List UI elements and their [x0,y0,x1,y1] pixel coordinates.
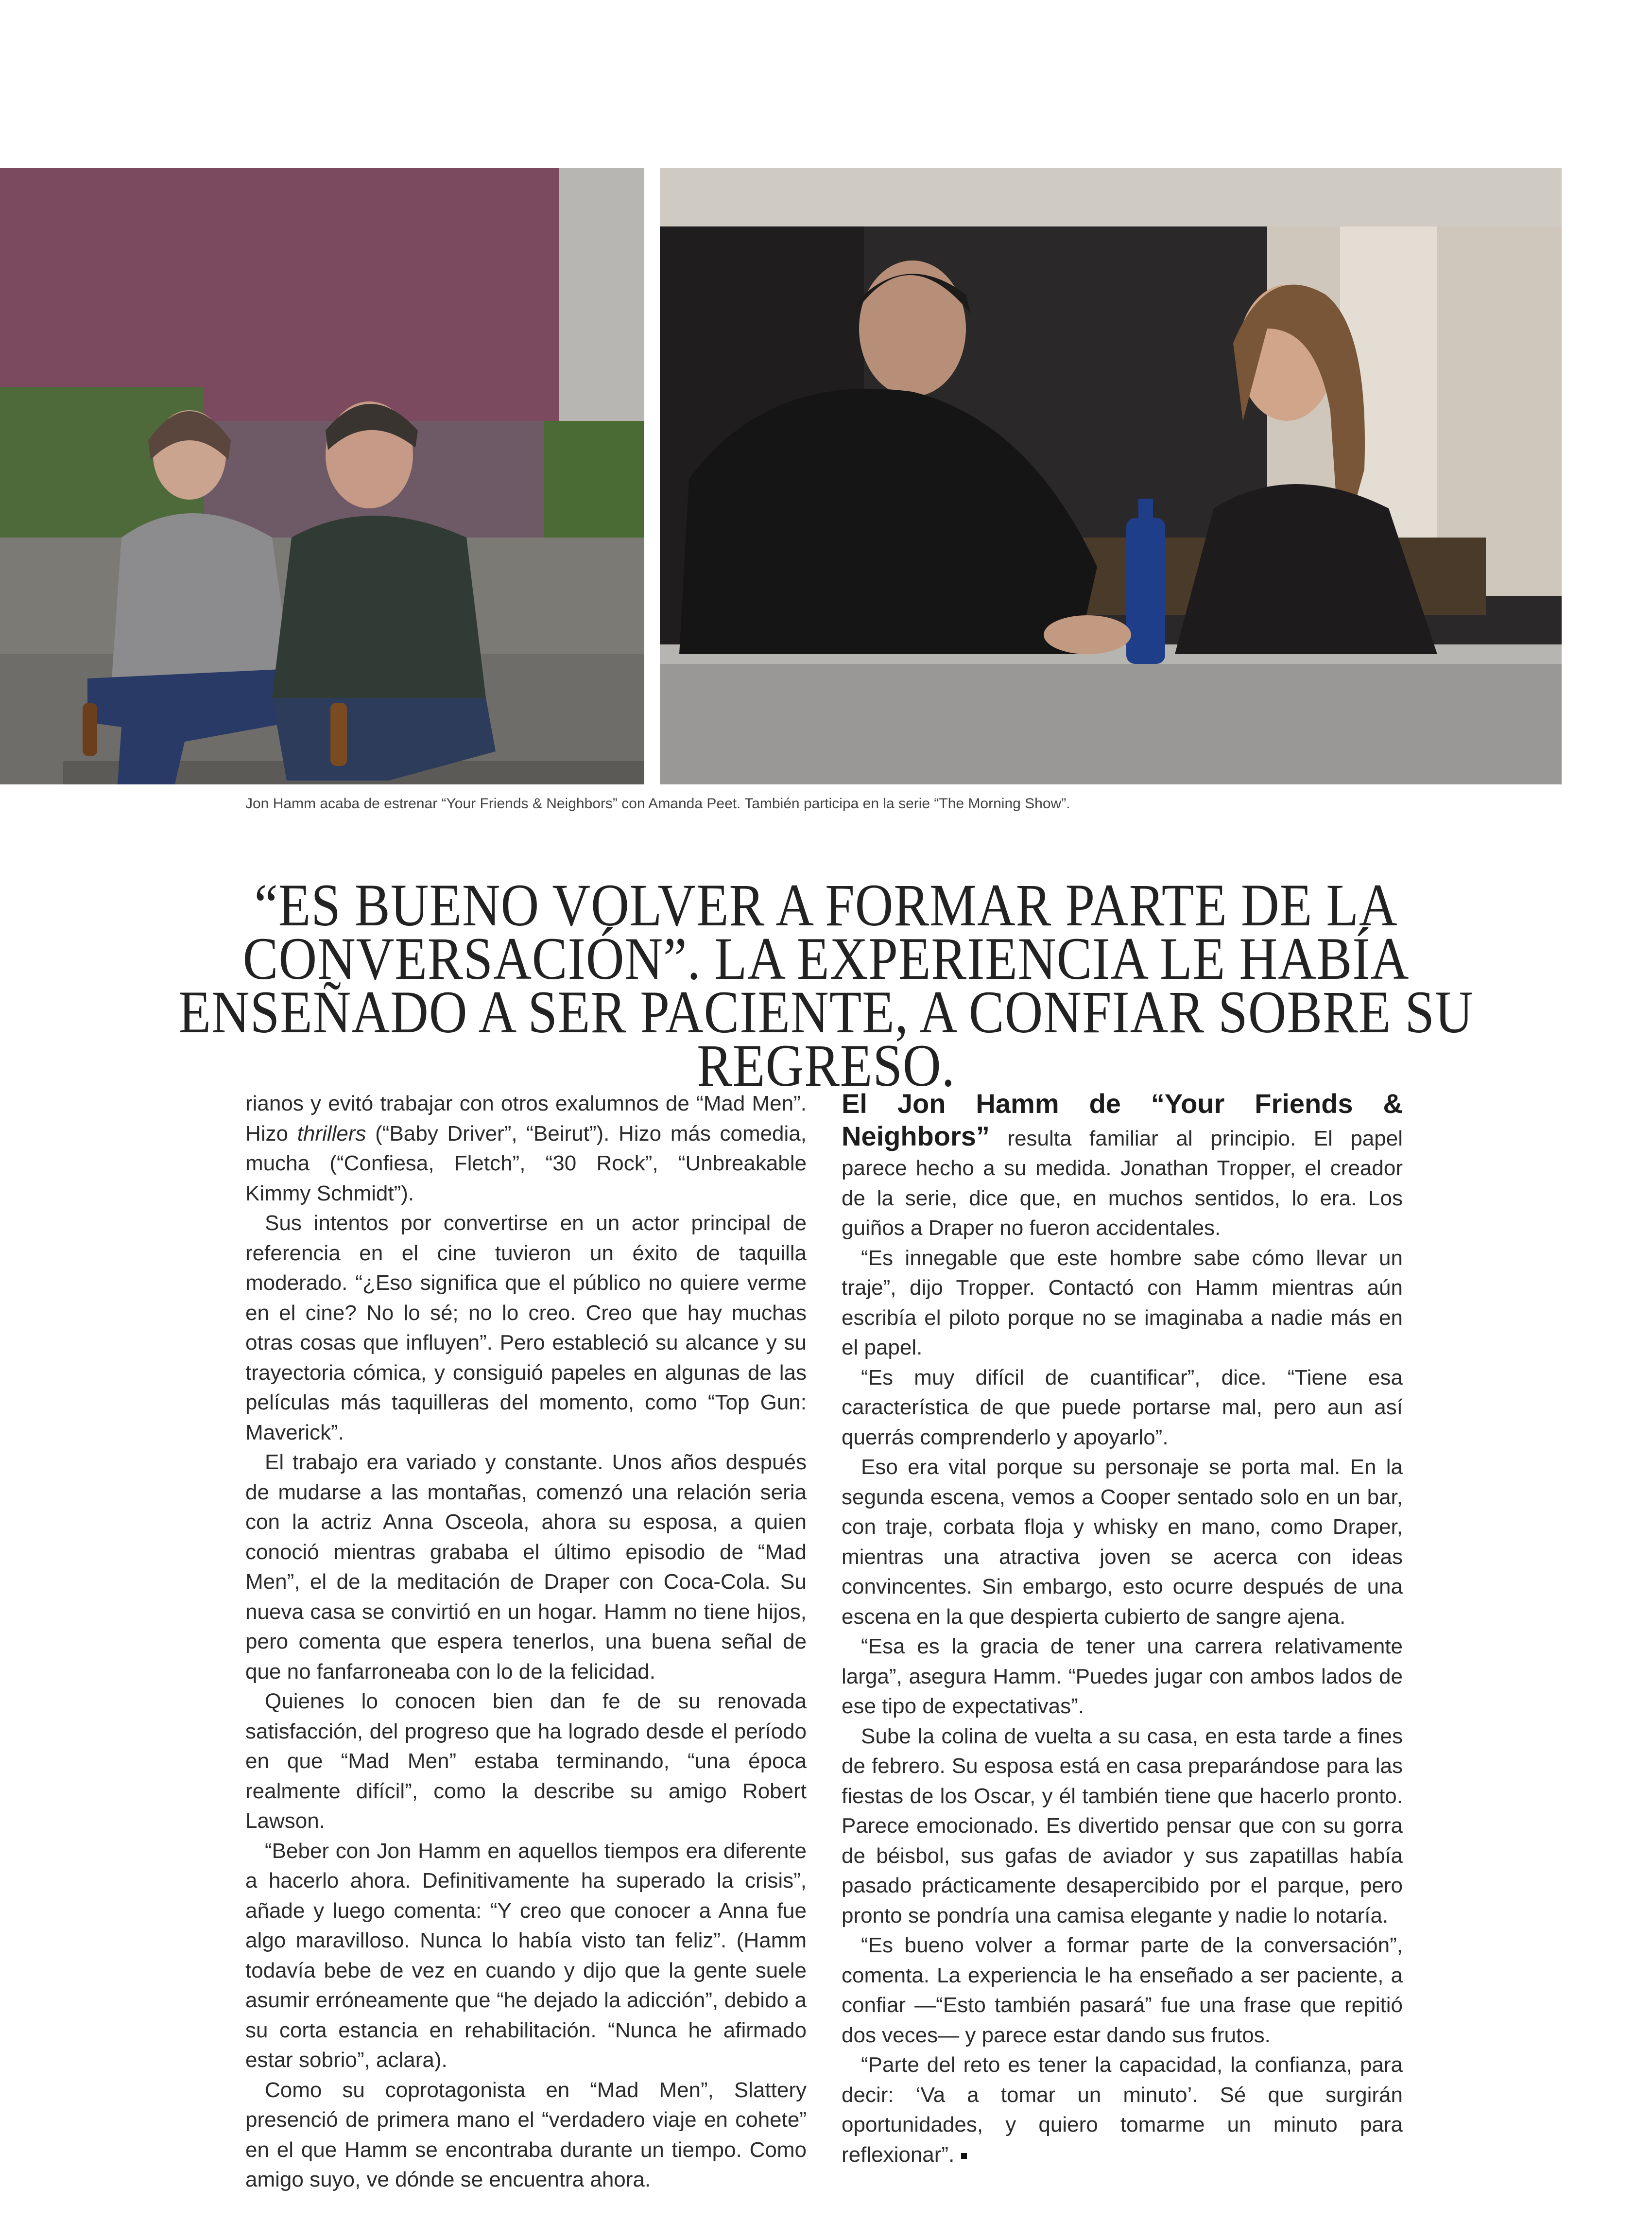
article-paragraph: “Es bueno volver a formar parte de la conversación”, comenta. La experiencia le ha enseñado a ser paciente, a confiar —“Esto también pasará” fue una frase que repitió dos veces— y parece estar dando sus frutos. [842,1933,1403,2047]
paragraph-text: resulta familiar al principio. El papel parece hecho a su medida. Jonathan Tropper, el creador de la serie, dice que, en muchos sentidos, lo era. Los guiños a Draper no fueron accidentales. [842,1126,1403,1240]
article-paragraph: Eso era vital porque su personaje se porta mal. En la segunda escena, vemos a Cooper sentado solo en un bar, con traje, corbata floja y whisky en mano, como Draper, mientras una atractiva joven se acerca con ideas convincentes. Sin embargo, esto ocurre después de una escena en la que despierta cubierto de sangre ajena. [842,1455,1403,1629]
article-paragraph: “Es muy difícil de cuantificar”, dice. “Tiene esa característica de que puede portarse mal, pero aun así querrás comprenderlo y apoyarlo”. [842,1365,1403,1449]
photo-caption: Jon Hamm acaba de estrenar “Your Friends & Neighbors” con Amanda Peet. También participa en la serie “The Morning Show”. [245,796,1070,812]
article-paragraph: “Beber con Jon Hamm en aquellos tiempos era diferente a hacerlo ahora. Definitivamente ha superado la crisis”, añade y luego comenta: “Y creo que conocer a Anna fue algo maravilloso. Nunca lo había visto tan feliz”. (Hamm todavía bebe de vez en cuando y dijo que la gente suele asumir erróneamente que “he dejado la adicción”, debido a su corta estancia en rehabilitación. “Nunca he afirmado estar sobrio”, aclara). [245,1839,807,2072]
article-paragraph: “Esa es la gracia de tener una carrera relativamente larga”, asegura Hamm. “Puedes jugar con ambos lados de ese tipo de expectativas”. [842,1634,1403,1718]
article-column-right [842,1089,1403,2170]
article-paragraph: Como su coprotagonista en “Mad Men”, Slattery presenció de primera mano el “verdadero viaje en cohete” en el que Hamm se encontraba durante un tiempo. Como amigo suyo, ve dónde se encuentra ahora. [245,2078,807,2191]
article-paragraph [842,2050,1403,2170]
article-paragraph [842,1089,1403,1243]
article-paragraph: Sus intentos por convertirse en un actor principal de referencia en el cine tuvieron un éxito de taquilla moderado. “¿Eso significa que el público no quiere verme en el cine? No lo sé; no lo creo. Creo que hay muchas otras cosas que influyen”. Pero estableció su alcance y su trayectoria cómica, y consiguió papeles en algunas de las películas más taquilleras del momento, como “Top Gun: Maverick”. [245,1211,807,1444]
article-paragraph: Sube la colina de vuelta a su casa, en esta tarde a fines de febrero. Su esposa está en casa preparándose para las fiestas de los Oscar, y él también tiene que hacerlo pronto. Parece emocionado. Es divertido pensar que con su gorra de béisbol, sus gafas de aviador y sus zapatillas había pasado prácticamente desapercibido por el parque, pero pronto se pondría una camisa elegante y nadie lo notaría. [842,1724,1403,1928]
article-paragraph: El trabajo era variado y constante. Unos años después de mudarse a las montañas, comenzó una relación seria con la actriz Anna Osceola, ahora su esposa, a quien conoció mientras grababa el último episodio de “Mad Men”, el de la meditación de Draper con Coca-Cola. Su nueva casa se convirtió en un hogar. Hamm no tiene hijos, pero comenta que espera tenerlos, una buena señal de que no fanfarroneaba con lo de la felicidad. [245,1450,807,1684]
article-paragraph: “Es innegable que este hombre sabe cómo llevar un traje”, dijo Tropper. Contactó con Hamm mientras aún escribía el piloto porque no se imaginaba a nadie más en el papel. [842,1246,1403,1359]
pull-quote: “ES BUENO VOLVER A FORMAR PARTE DE LA CONVERSACIÓN”. LA EXPERIENCIA LE HABÍA ENSEÑADO A SER PACIENTE, A CONFIAR SOBRE SU REGRESO. [178,872,1474,1099]
section-subhead: El Jon Hamm de “Your Friends & Neighbors” [842,1088,1403,1151]
photo-jon-hamm-amanda-peet [0,168,644,784]
photo-left-illustration [0,168,644,784]
italic-term: thrillers [297,1121,366,1146]
photo-right-illustration [660,168,1562,784]
article-paragraph [245,1089,807,1208]
article-paragraph: Quienes lo conocen bien dan fe de su renovada satisfacción, del progreso que ha logrado desde el período en que “Mad Men” estaba terminando, “una época realmente difícil”, como la describe su amigo Robert Lawson. [245,1689,807,1833]
paragraph-text: (“Baby Driver”, “Beirut”). Hizo más comedia, mucha (“Confiesa, Fletch”, “30 Rock”, “Unbreakable Kimmy Schmidt”). [245,1121,807,1205]
photo-kitchen-scene [660,168,1562,784]
paragraph-text: “Parte del reto es tener la capacidad, la confianza, para decir: ‘Va a tomar un minuto’. Sé que surgirán oportunidades, y quiero tomarme un minuto para reflexionar”. [842,2053,1403,2167]
paragraph-text: rianos y evitó trabajar con otros exalumnos de “Mad Men”. Hizo [245,1092,807,1146]
article-end-mark [961,2153,967,2159]
article-column-left [245,1089,807,2195]
